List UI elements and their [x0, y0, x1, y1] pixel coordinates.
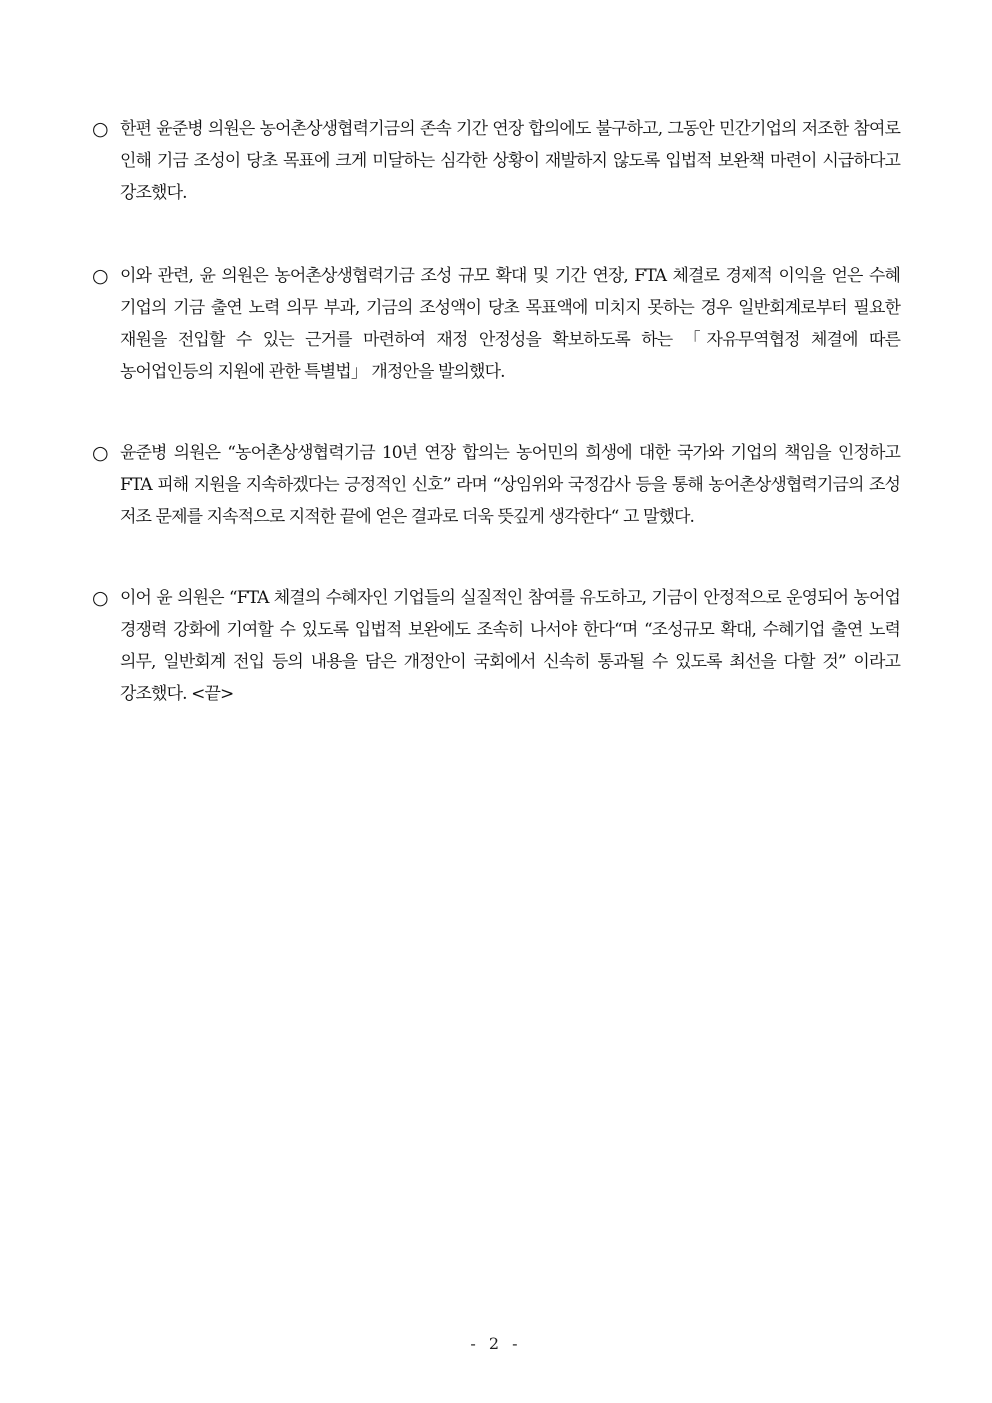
- page-number: - 2 -: [470, 1334, 522, 1353]
- paragraph-text: 윤준병 의원은 “농어촌상생협력기금 10년 연장 합의는 농어민의 희생에 대한 국가와 기업의 책임을 인정하고 FTA 피해 지원을 지속하겠다는 긍정적인 신호” 라며 “상임위와 국정감사 등을 통해 농어촌상생협력기금의 조성 저조 문제를 지속적으로 지적한 끝에 얻은 결과로 더욱 뜻깊게 생각한다“ 고 말했다.: [120, 443, 900, 527]
- paragraph-text: 이어 윤 의원은 “FTA 체결의 수혜자인 기업들의 실질적인 참여를 유도하고, 기금이 안정적으로 운영되어 농어업 경쟁력 강화에 기여할 수 있도록 입법적 보완에도 조속히 나서야 한다“며 “조성규모 확대, 수혜기업 출연 노력 의무, 일반회계 전입 등의 내용을 담은 개정안이 국회에서 신속히 통과될 수 있도록 최선을 다할 것” 이라고 강조했다. <끝>: [120, 588, 900, 704]
- paragraph-text: 이와 관련, 윤 의원은 농어촌상생협력기금 조성 규모 확대 및 기간 연장, FTA 체결로 경제적 이익을 얻은 수혜 기업의 기금 출연 노력 의무 부과, 기금의 조성액이 당초 목표액에 미치지 못하는 경우 일반회계로부터 필요한 재원을 전입할 수 있는 근거를 마련하여 재정 안정성을 확보하도록 하는 「자유무역협정 체결에 따른 농어업인등의 지원에 관한 특별법」 개정안을 발의했다.: [120, 266, 900, 382]
- paragraph-item: [92, 113, 900, 209]
- circle-bullet-icon: ○: [92, 587, 109, 609]
- paragraph-text: 한편 윤준병 의원은 농어촌상생협력기금의 존속 기간 연장 합의에도 불구하고, 그동안 민간기업의 저조한 참여로 인해 기금 조성이 당초 목표에 크게 미달하는 심각한 상황이 재발하지 않도록 입법적 보완책 마련이 시급하다고 강조했다.: [120, 119, 900, 203]
- document-body: [92, 113, 900, 761]
- circle-bullet-icon: ○: [92, 118, 109, 140]
- circle-bullet-icon: ○: [92, 442, 109, 464]
- circle-bullet-icon: ○: [92, 265, 109, 287]
- paragraph-item: [92, 437, 900, 533]
- paragraph-item: [92, 582, 900, 710]
- paragraph-item: [92, 260, 900, 388]
